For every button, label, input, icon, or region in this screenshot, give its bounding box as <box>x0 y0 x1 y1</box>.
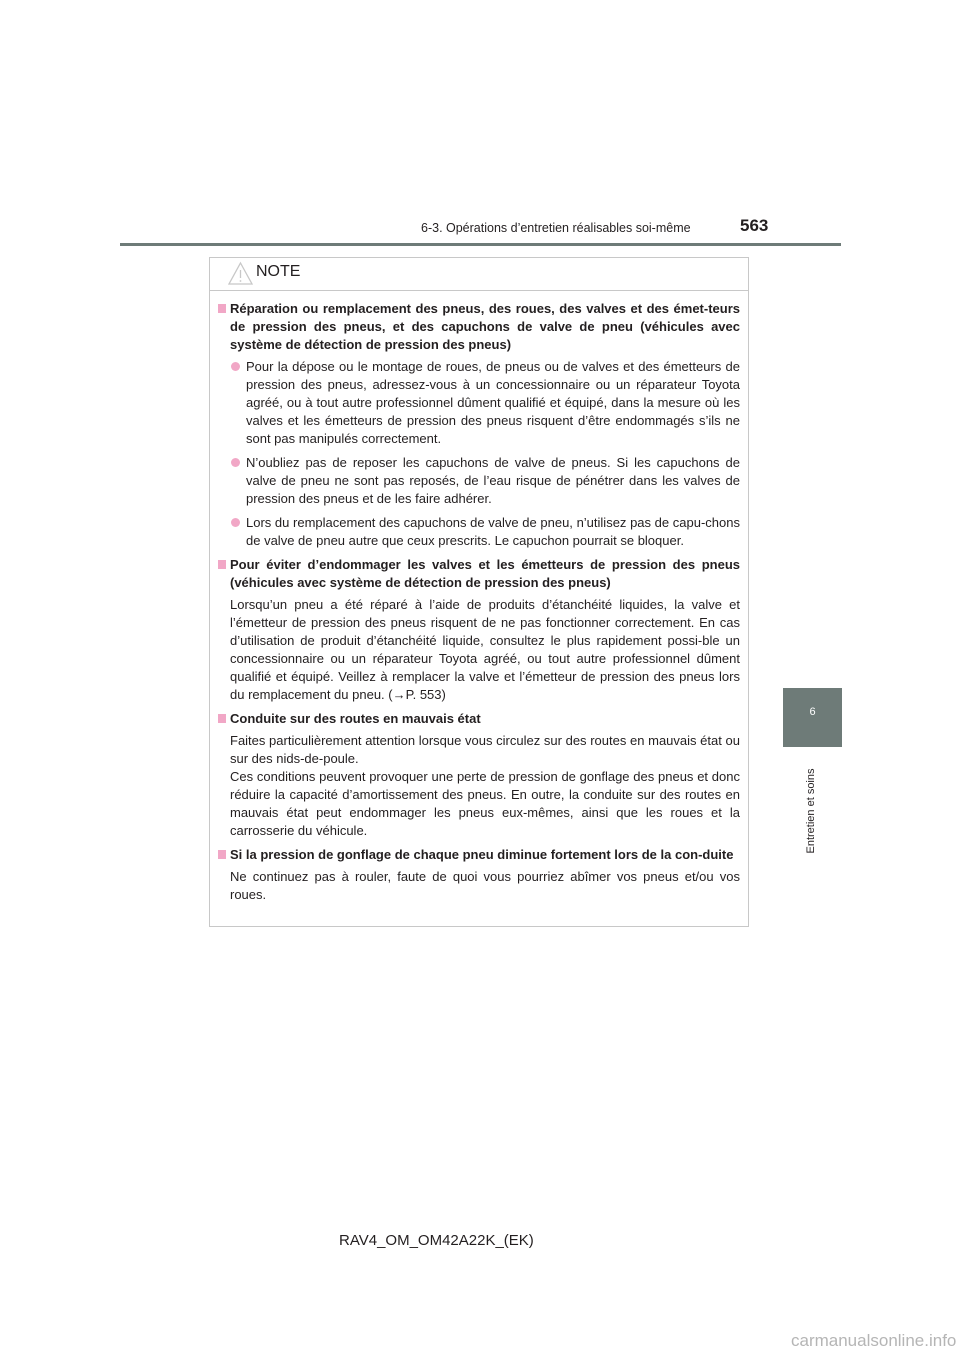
bullet-dot-icon <box>231 518 240 527</box>
note-title: NOTE <box>256 263 301 280</box>
chapter-tab <box>783 688 842 747</box>
list-item-text: N’oubliez pas de reposer les capuchons de valve de pneus. Si les capuchons de valve de pneu ne sont pas reposés, de l’eau risque de pénétrer dans les valves de pression des pneus et de les faire adhérer. <box>246 455 740 506</box>
model-code: RAV4_OM_OM42A22K_(EK) <box>339 1232 534 1249</box>
section-bullet-icon <box>218 560 226 569</box>
note-section-tire-repair <box>218 300 740 550</box>
warning-triangle-icon <box>227 261 254 286</box>
chapter-label: Entretien et soins <box>805 768 817 854</box>
section-title: Conduite sur des routes en mauvais état <box>230 711 481 726</box>
section-heading: 6-3. Opérations d’entretien réalisables soi-même <box>421 221 691 235</box>
note-content <box>210 291 748 910</box>
section-title: Pour éviter d’endommager les valves et les émetteurs de pression des pneus (véhicules avec système de détection de pression des pneus) <box>230 557 740 590</box>
list-item <box>230 358 740 448</box>
bullet-dot-icon <box>231 362 240 371</box>
list-item-text: Lors du remplacement des capuchons de valve de pneu, n’utilisez pas de capu-chons de valve de pneu autre que ceux prescrits. Le capuchon pourrait se bloquer. <box>246 515 740 548</box>
note-section-rough-roads <box>218 710 740 840</box>
note-header <box>210 258 748 291</box>
list-item-text: Pour la dépose ou le montage de roues, de pneus ou de valves et des émetteurs de pression des pneus, adressez-vous à un concessionnaire ou un réparateur Toyota agréé, ou à tout autre professionnel dûment qualifié et équipé, dans la mesure où les valves et les émetteurs de pression des pneus risquent d’être endommagés s’ils ne sont pas manipulés correctement. <box>246 359 740 446</box>
section-bullet-icon <box>218 714 226 723</box>
section-bullet-icon <box>218 304 226 313</box>
chapter-number: 6 <box>809 706 816 718</box>
list-item <box>230 514 740 550</box>
section-text: Faites particulièrement attention lorsque vous circulez sur des routes en mauvais état ou sur des nids-de-poule. <box>230 733 740 766</box>
note-section-valve-protection <box>218 556 740 704</box>
section-text: Lorsqu’un pneu a été réparé à l’aide de produits d’étanchéité liquides, la valve et l’émetteur de pression des pneus risquent de ne pas fonctionner correctement. En cas d’utilisation de produit d’étanchéité liquide, consultez le plus rapidement possi-ble un concessionnaire ou un réparateur Toyota agréé, ou tout autre professionnel dûment qualifié et équipé. Veillez à remplacer la valve et l’émetteur de pression des pneus lors du remplacement du pneu. (→P. 553) <box>230 597 740 702</box>
note-box <box>209 257 749 927</box>
chapter-side-label <box>805 760 821 870</box>
bullet-dot-icon <box>231 458 240 467</box>
section-title: Réparation ou remplacement des pneus, des roues, des valves et des émet-teurs de pression des pneus, et des capuchons de valve de pneu (véhicules avec système de détection de pression des pneus) <box>230 301 740 352</box>
note-section-pressure-drop <box>218 846 740 904</box>
watermark: carmanualsonline.info <box>791 1331 957 1350</box>
section-text: Ces conditions peuvent provoquer une perte de pression de gonflage des pneus et donc réduire la capacité d’amortissement des pneus. En outre, la conduite sur des routes en mauvais état peut endommager les pneus eux-mêmes, ainsi que les roues et la carrosserie du véhicule. <box>230 769 740 838</box>
section-text: Ne continuez pas à rouler, faute de quoi vous pourriez abîmer vos pneus et/ou vos roues. <box>230 869 740 902</box>
section-title: Si la pression de gonflage de chaque pneu diminue fortement lors de la con-duite <box>230 847 734 862</box>
list-item <box>230 454 740 508</box>
section-bullet-icon <box>218 850 226 859</box>
page-number: 563 <box>740 216 769 235</box>
header-divider <box>120 243 841 246</box>
